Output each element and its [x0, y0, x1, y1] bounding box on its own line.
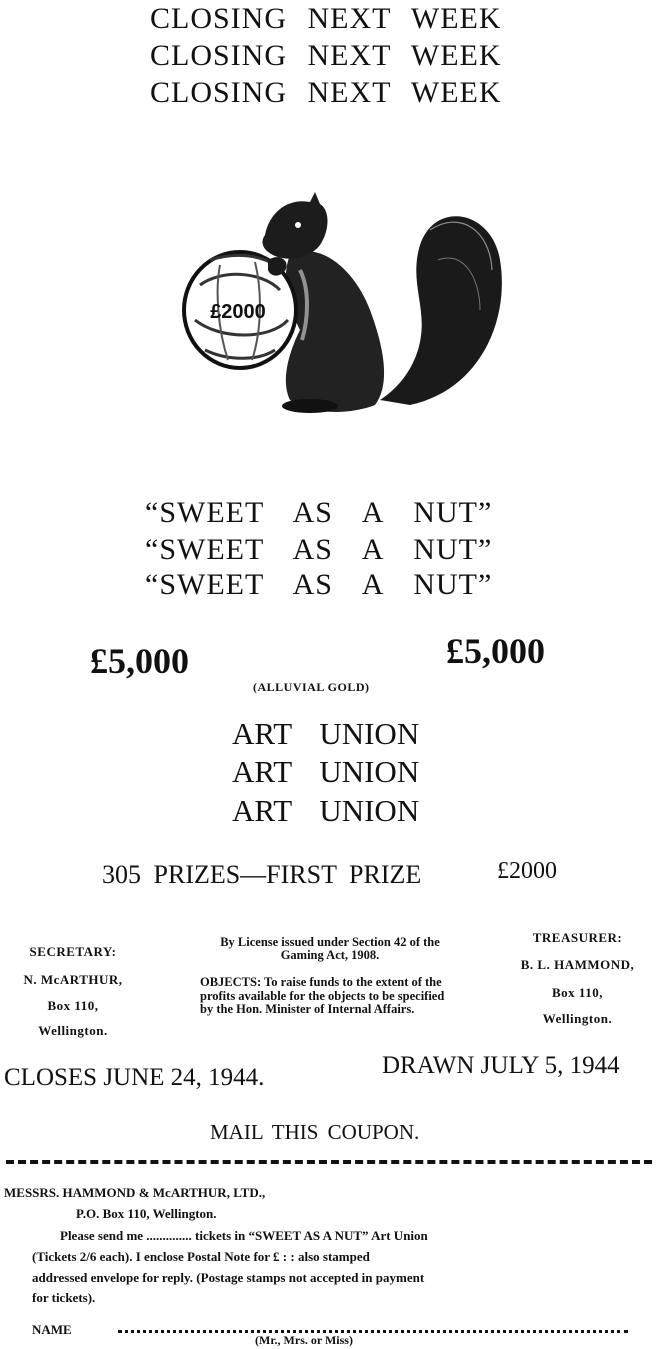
prize-pool-left: £5,000 [90, 641, 189, 681]
coupon-cut-line [6, 1160, 652, 1164]
coupon-address: P.O. Box 110, Wellington. [76, 1206, 217, 1221]
headline-line-2: CLOSING NEXT WEEK [150, 39, 502, 72]
slogan-line-1: “SWEET AS A NUT” [145, 496, 493, 529]
name-field[interactable] [118, 1330, 628, 1333]
nut-prize-label: £2000 [210, 301, 266, 323]
squirrel-with-nut-icon [180, 190, 510, 425]
coupon-order-line[interactable]: Please send me .............. tickets in “SWEET AS A NUT” Art Union [60, 1228, 428, 1243]
headline-line-3: CLOSING NEXT WEEK [150, 76, 502, 109]
slogan-line-2: “SWEET AS A NUT” [145, 533, 493, 566]
art-union-line-1: ART UNION [232, 716, 420, 751]
coupon-reply-line: addressed envelope for reply. (Postage stamps not accepted in payment [32, 1270, 425, 1285]
treasurer-box: Box 110, [552, 985, 603, 1000]
art-union-line-2: ART UNION [232, 754, 420, 789]
objects-text: OBJECTS: To raise funds to the extent of the profits available for the objects to be specified by the Hon. Minister of Internal Affairs. [200, 975, 445, 1016]
treasurer-city: Wellington. [542, 1011, 613, 1026]
treasurer-title: TREASURER: [532, 930, 623, 945]
license-text: By License issued under Section 42 of the Gaming Act, 1908. [220, 935, 440, 962]
coupon-tickets-line: for tickets). [32, 1290, 96, 1305]
name-label: NAME [32, 1322, 72, 1337]
mail-coupon-heading: MAIL THIS COUPON. [210, 1120, 420, 1144]
secretary-name: N. McARTHUR, [23, 972, 123, 987]
name-hint: (Mr., Mrs. or Miss) [255, 1333, 353, 1347]
prize-pool-right: £5,000 [446, 631, 545, 671]
coupon-addressee: MESSRS. HAMMOND & McARTHUR, LTD., [4, 1185, 266, 1200]
art-union-line-3: ART UNION [232, 793, 420, 828]
slogan-line-3: “SWEET AS A NUT” [145, 568, 493, 601]
treasurer-name: B. L. HAMMOND, [520, 957, 635, 972]
closes-date: CLOSES JUNE 24, 1944. [4, 1064, 265, 1091]
prizes-line: 305 PRIZES—FIRST PRIZE [102, 860, 422, 889]
secretary-title: SECRETARY: [29, 944, 117, 959]
secretary-box: Box 110, [47, 998, 99, 1013]
first-prize-amount: £2000 [497, 858, 557, 884]
secretary-city: Wellington. [38, 1023, 108, 1038]
coupon-payment-line[interactable]: (Tickets 2/6 each). I enclose Postal Note for £ : : also stamped [32, 1249, 370, 1264]
headline-line-1: CLOSING NEXT WEEK [150, 2, 502, 35]
drawn-date: DRAWN JULY 5, 1944 [382, 1052, 620, 1079]
alluvial-gold-note: (ALLUVIAL GOLD) [253, 680, 370, 694]
